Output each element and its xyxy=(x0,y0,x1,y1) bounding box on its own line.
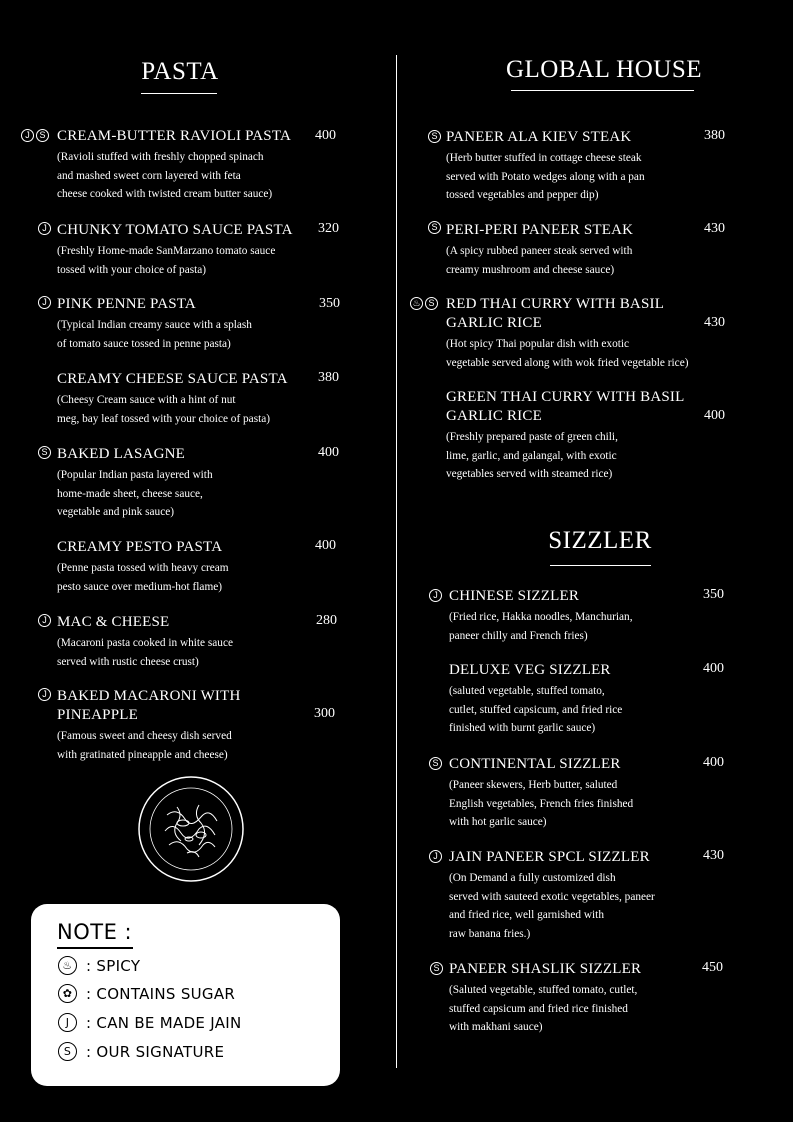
menu-item-description: (Fried rice, Hakka noodles, Manchurian, paneer chilly and French fries) xyxy=(449,611,633,642)
signature-icon: S xyxy=(38,446,51,459)
pasta-item-6 xyxy=(57,538,357,596)
menu-item-name: CHINESE SIZZLER xyxy=(449,588,580,604)
menu-item-description: (Popular Indian pasta layered with home-made sheet, cheese sauce, vegetable and pink sauce) xyxy=(57,469,213,519)
menu-item-description: (Famous sweet and cheesy dish served with gratinated pineapple and cheese) xyxy=(57,730,232,761)
pasta-title-rule xyxy=(141,93,217,94)
menu-item-description: (Freshly Home-made SanMarzano tomato sauce tossed with your choice of pasta) xyxy=(57,245,276,276)
menu-item-price: 320 xyxy=(318,221,339,236)
jain-icon: J xyxy=(38,296,51,309)
menu-item-name: MAC & CHEESE xyxy=(57,614,170,630)
signature-icon: S xyxy=(428,130,441,143)
menu-item-price: 430 xyxy=(704,315,725,330)
menu-item-price: 400 xyxy=(704,408,725,423)
menu-item-description: (saluted vegetable, stuffed tomato, cutlet, stuffed capsicum, and fried rice finished with burnt garlic sauce) xyxy=(449,685,623,735)
jain-icon: J xyxy=(38,688,51,701)
menu-item-price: 350 xyxy=(703,587,724,602)
legend-spicy xyxy=(58,956,140,975)
pasta-item-5-badges xyxy=(38,446,51,459)
menu-item-name: CONTINENTAL SIZZLER xyxy=(449,756,621,772)
menu-item-name: PANEER SHASLIK SIZZLER xyxy=(449,961,642,977)
pasta-item-7-badges xyxy=(38,614,51,627)
pasta-item-8-badges xyxy=(38,688,51,701)
signature-icon: S xyxy=(425,297,438,310)
menu-item-description: (Cheesy Cream sauce with a hint of nut meg, bay leaf tossed with your choice of pasta) xyxy=(57,394,271,425)
signature-icon: S xyxy=(430,962,443,975)
menu-item-price: 450 xyxy=(702,960,723,975)
legend-sugar xyxy=(58,984,235,1003)
signature-icon: S xyxy=(58,1042,77,1061)
menu-item-description: (Freshly prepared paste of green chili, lime, garlic, and galangal, with exotic vegetables served with steamed rice) xyxy=(446,431,618,481)
legend-signature xyxy=(58,1042,224,1061)
menu-item-price: 350 xyxy=(319,296,340,311)
jain-icon: J xyxy=(429,850,442,863)
signature-icon: S xyxy=(429,757,442,770)
spicy-icon: ♨ xyxy=(410,297,423,310)
menu-item-description: (Saluted vegetable, stuffed tomato, cutlet, stuffed capsicum and fried rice finished with makhani sauce) xyxy=(449,984,638,1034)
menu-item-price: 400 xyxy=(703,661,724,676)
menu-item-name: BAKED MACARONI WITH PINEAPPLE xyxy=(57,688,241,723)
global-item-3-badges xyxy=(410,297,438,310)
legend-label: : CONTAINS SUGAR xyxy=(86,984,236,1003)
spicy-icon: ♨ xyxy=(58,956,77,975)
menu-item-name: JAIN PANEER SPCL SIZZLER xyxy=(449,849,650,865)
menu-item-price: 430 xyxy=(703,848,724,863)
signature-icon: S xyxy=(428,221,441,234)
menu-item-description: (On Demand a fully customized dish served with sauteed exotic vegetables, paneer and fried rice, well garnished with raw banana fries.) xyxy=(449,872,655,940)
global-house-title: GLOBAL HOUSE xyxy=(505,56,703,83)
pasta-item-2-badges xyxy=(38,222,51,235)
signature-icon: S xyxy=(36,129,49,142)
menu-item-name: CREAM-BUTTER RAVIOLI PASTA xyxy=(57,128,292,144)
menu-item-name: PANEER ALA KIEV STEAK xyxy=(446,129,632,145)
sizzler-item-3-badges xyxy=(429,757,442,770)
menu-item-price: 430 xyxy=(704,221,725,236)
menu-item-description: (Penne pasta tossed with heavy cream pesto sauce over medium-hot flame) xyxy=(57,562,229,593)
legend-jain xyxy=(58,1013,242,1032)
jain-icon: J xyxy=(38,614,51,627)
legend-label: : SPICY xyxy=(86,956,141,975)
jain-icon: J xyxy=(58,1013,77,1032)
note-legend-box xyxy=(31,904,340,1086)
note-title: NOTE : xyxy=(57,920,133,944)
menu-item-description: (Hot spicy Thai popular dish with exotic vegetable served along with wok fried vegetable rice) xyxy=(446,338,689,369)
pasta-item-1 xyxy=(57,127,357,204)
menu-item-description: (A spicy rubbed paneer steak served with creamy mushroom and cheese sauce) xyxy=(446,245,633,276)
legend-label: : CAN BE MADE JAIN xyxy=(86,1013,242,1032)
menu-item-description: (Paneer skewers, Herb butter, saluted English vegetables, French fries finished with hot garlic sauce) xyxy=(449,779,634,829)
menu-item-name: GREEN THAI CURRY WITH BASIL GARLIC RICE xyxy=(446,389,685,424)
note-title-underline xyxy=(57,947,133,949)
pasta-item-1-badges xyxy=(21,129,49,142)
menu-item-name: CREAMY PESTO PASTA xyxy=(57,539,223,555)
menu-item-name: PERI-PERI PANEER STEAK xyxy=(446,222,634,238)
menu-item-description: (Herb butter stuffed in cottage cheese steak served with Potato wedges along with a pan tossed vegetables and pepper dip) xyxy=(446,152,645,202)
sizzler-item-2 xyxy=(449,661,739,738)
jain-icon: J xyxy=(21,129,34,142)
global-item-1 xyxy=(446,128,736,205)
menu-item-description: (Macaroni pasta cooked in white sauce served with rustic cheese crust) xyxy=(57,637,233,668)
sugar-icon: ✿ xyxy=(58,984,77,1003)
jain-icon: J xyxy=(38,222,51,235)
legend-label: : OUR SIGNATURE xyxy=(86,1042,225,1061)
menu-item-name: CREAMY CHEESE SAUCE PASTA xyxy=(57,371,288,387)
menu-item-description: (Typical Indian creamy sauce with a splash of tomato sauce tossed in penne pasta) xyxy=(57,319,252,350)
global-item-1-badges xyxy=(428,130,441,143)
sizzler-item-3 xyxy=(449,755,739,832)
pasta-item-5 xyxy=(57,445,357,522)
pasta-item-2 xyxy=(57,221,357,279)
sizzler-item-5-badges xyxy=(430,962,443,975)
global-house-title-rule xyxy=(511,90,694,91)
column-divider xyxy=(396,55,397,1068)
menu-item-name: PINK PENNE PASTA xyxy=(57,296,196,312)
sizzler-title: SIZZLER xyxy=(548,527,652,554)
sizzler-title-rule xyxy=(550,565,651,566)
global-item-3 xyxy=(446,295,746,372)
menu-item-price: 400 xyxy=(315,538,336,553)
menu-item-price: 400 xyxy=(315,128,336,143)
pasta-plate-illustration xyxy=(137,775,245,883)
menu-item-name: DELUXE VEG SIZZLER xyxy=(449,662,611,678)
menu-item-price: 280 xyxy=(316,613,337,628)
pasta-item-8 xyxy=(57,687,357,764)
pasta-item-3 xyxy=(57,295,357,353)
menu-item-price: 400 xyxy=(318,445,339,460)
menu-item-price: 300 xyxy=(314,706,335,721)
jain-icon: J xyxy=(429,589,442,602)
global-item-2-badges xyxy=(428,221,441,234)
menu-item-name: CHUNKY TOMATO SAUCE PASTA xyxy=(57,222,293,238)
pasta-title: PASTA xyxy=(141,58,219,85)
menu-item-price: 400 xyxy=(703,755,724,770)
menu-item-price: 380 xyxy=(318,370,339,385)
sizzler-item-1 xyxy=(449,587,739,645)
global-item-4 xyxy=(446,388,746,484)
menu-item-name: RED THAI CURRY WITH BASIL GARLIC RICE xyxy=(446,296,665,331)
menu-item-description: (Ravioli stuffed with freshly chopped spinach and mashed sweet corn layered with feta cheese cooked with twisted cream butter sauce) xyxy=(57,151,273,201)
pasta-item-4 xyxy=(57,370,357,428)
sizzler-item-4-badges xyxy=(429,850,442,863)
menu-item-name: BAKED LASAGNE xyxy=(57,446,186,462)
pasta-item-7 xyxy=(57,613,357,671)
menu-item-price: 380 xyxy=(704,128,725,143)
global-item-2 xyxy=(446,221,736,279)
pasta-item-3-badges xyxy=(38,296,51,309)
sizzler-item-1-badges xyxy=(429,589,442,602)
